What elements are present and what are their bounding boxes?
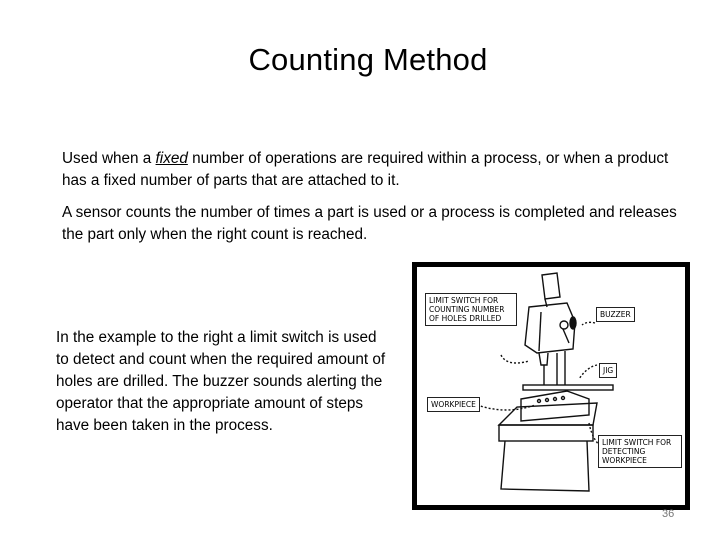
label-jig: JIG [599, 363, 617, 378]
paragraph-fixed-operations [62, 148, 677, 192]
paragraph1-after: number of operations are required within a process, or when a product has a fixed number of parts that are attached to it. [62, 150, 669, 189]
paragraph1-before: Used when a [62, 150, 156, 167]
page-number: 36 [662, 508, 675, 520]
label-buzzer: BUZZER [596, 307, 635, 322]
slide-title: Counting Method [248, 42, 488, 77]
paragraph-example: In the example to the right a limit switch is used to detect and count when the required amount of holes are drilled. The buzzer sounds alerting the operator that the appropriate amount of steps have been taken in the process. [56, 329, 386, 434]
emphasis-fixed: fixed [155, 150, 188, 167]
label-limit-switch-detecting: LIMIT SWITCH FOR DETECTING WORKPIECE [598, 435, 682, 468]
paragraph-sensor-counts: A sensor counts the number of times a part is used or a process is completed and releases the part only when the right count is reached. [62, 204, 677, 243]
label-workpiece: WORKPIECE [427, 397, 480, 412]
drill-press-illustration [412, 262, 690, 510]
label-limit-switch-counting: LIMIT SWITCH FOR COUNTING NUMBER OF HOLES DRILLED [425, 293, 517, 326]
